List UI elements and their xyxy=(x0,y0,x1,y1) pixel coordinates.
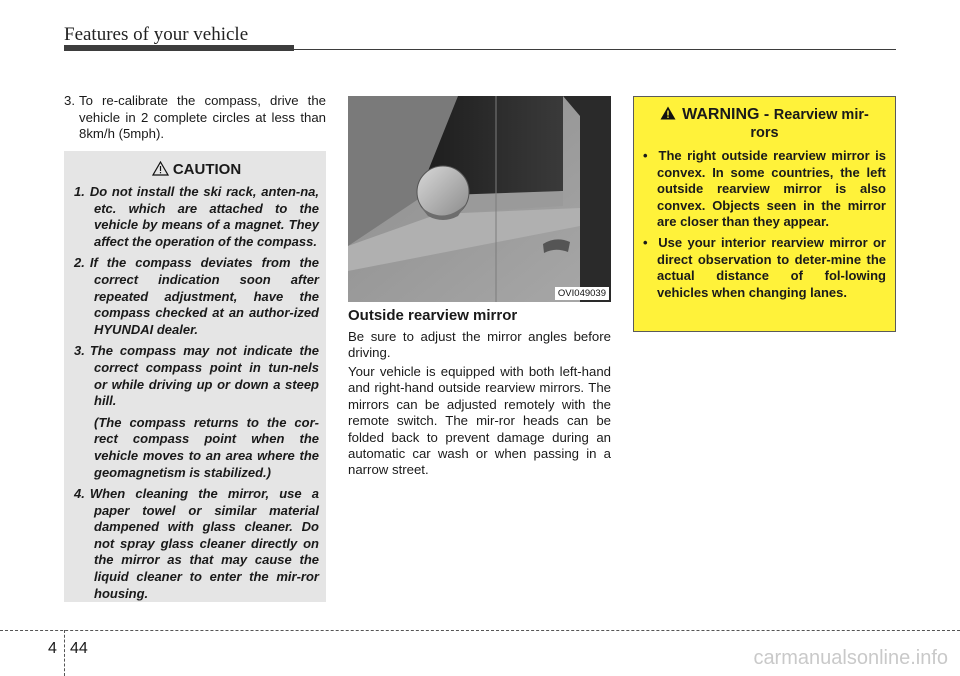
warning-box xyxy=(633,96,896,332)
caution-item: 1. Do not install the ski rack, anten-na, etc. which are attached to the vehicle by means of a magnet. They affect the operation of the compass. xyxy=(74,184,319,249)
caution-item: 3. The compass may not indicate the correct compass point in tun-nels or while driving up or down a steep hill. xyxy=(74,343,319,409)
page-header-title: Features of your vehicle xyxy=(64,24,249,45)
bullet-icon: • xyxy=(643,148,659,163)
bullet-icon: • xyxy=(643,234,659,250)
calibration-step-3 xyxy=(64,93,326,143)
watermark: carmanualsonline.info xyxy=(753,647,948,669)
caution-note: (The compass returns to the cor-rect compass point when the vehicle moves to an area where the geomagnetism is stabilized.) xyxy=(94,414,319,480)
chapter-number: 4 xyxy=(48,640,57,657)
car-mirror-illustration xyxy=(348,96,611,302)
step-text: To re-calibrate the compass, drive the vehicle in 2 complete circles at less than 8km/h (5mph). xyxy=(79,93,326,141)
warning-title-line2: rors xyxy=(750,125,779,141)
header-bar xyxy=(64,45,294,51)
warning-heading xyxy=(643,106,886,142)
caution-triangle-icon xyxy=(152,161,169,176)
caution-box xyxy=(64,151,326,602)
footer-rule xyxy=(0,630,960,631)
warning-triangle-icon xyxy=(660,106,676,120)
description-paragraph: Your vehicle is equipped with both left-hand and right-hand outside rearview mirrors. The mirrors can be adjusted remotely with the remote switch. The mir-ror heads can be folded back to prevent damage during an automatic car wash or when passing in a narrow street. xyxy=(348,364,611,478)
footer-divider xyxy=(64,630,65,676)
caution-item: 4. When cleaning the mirror, use a paper towel or similar material dampened with glass cleaner. Do not spray glass cleaner directly on the mirror as that may cause the liquid cleaner to enter the mir-ror housing. xyxy=(74,486,319,601)
photo-code-label: OVI049039 xyxy=(555,287,609,300)
intro-paragraph: Be sure to adjust the mirror angles before driving. xyxy=(348,329,611,361)
header-rule xyxy=(294,49,896,50)
caution-title: CAUTION xyxy=(172,161,242,178)
warning-title-line1: Rearview mir- xyxy=(773,107,869,123)
warning-item: • Use your interior rearview mirror or direct observation to deter-mine the actual distance of fol-lowing vehicles when changing lanes. xyxy=(643,234,886,300)
warning-prefix: WARNING - xyxy=(682,106,770,123)
caution-heading xyxy=(74,161,319,178)
warning-list xyxy=(643,148,886,301)
mirror-photo xyxy=(348,96,611,302)
warning-item: • The right outside rearview mirror is convex. In some countries, the left outside rearview mirror is also convex. Objects seen in the mirror are closer than they appear. xyxy=(643,148,887,230)
page-number: 44 xyxy=(70,640,88,657)
section-title: Outside rearview mirror xyxy=(348,307,518,324)
caution-item: 2. If the compass deviates from the correct indication soon after repeated adjustment, have the compass checked at an author-ized HYUNDAI dealer. xyxy=(74,255,319,337)
step-number: 3. xyxy=(64,93,75,108)
